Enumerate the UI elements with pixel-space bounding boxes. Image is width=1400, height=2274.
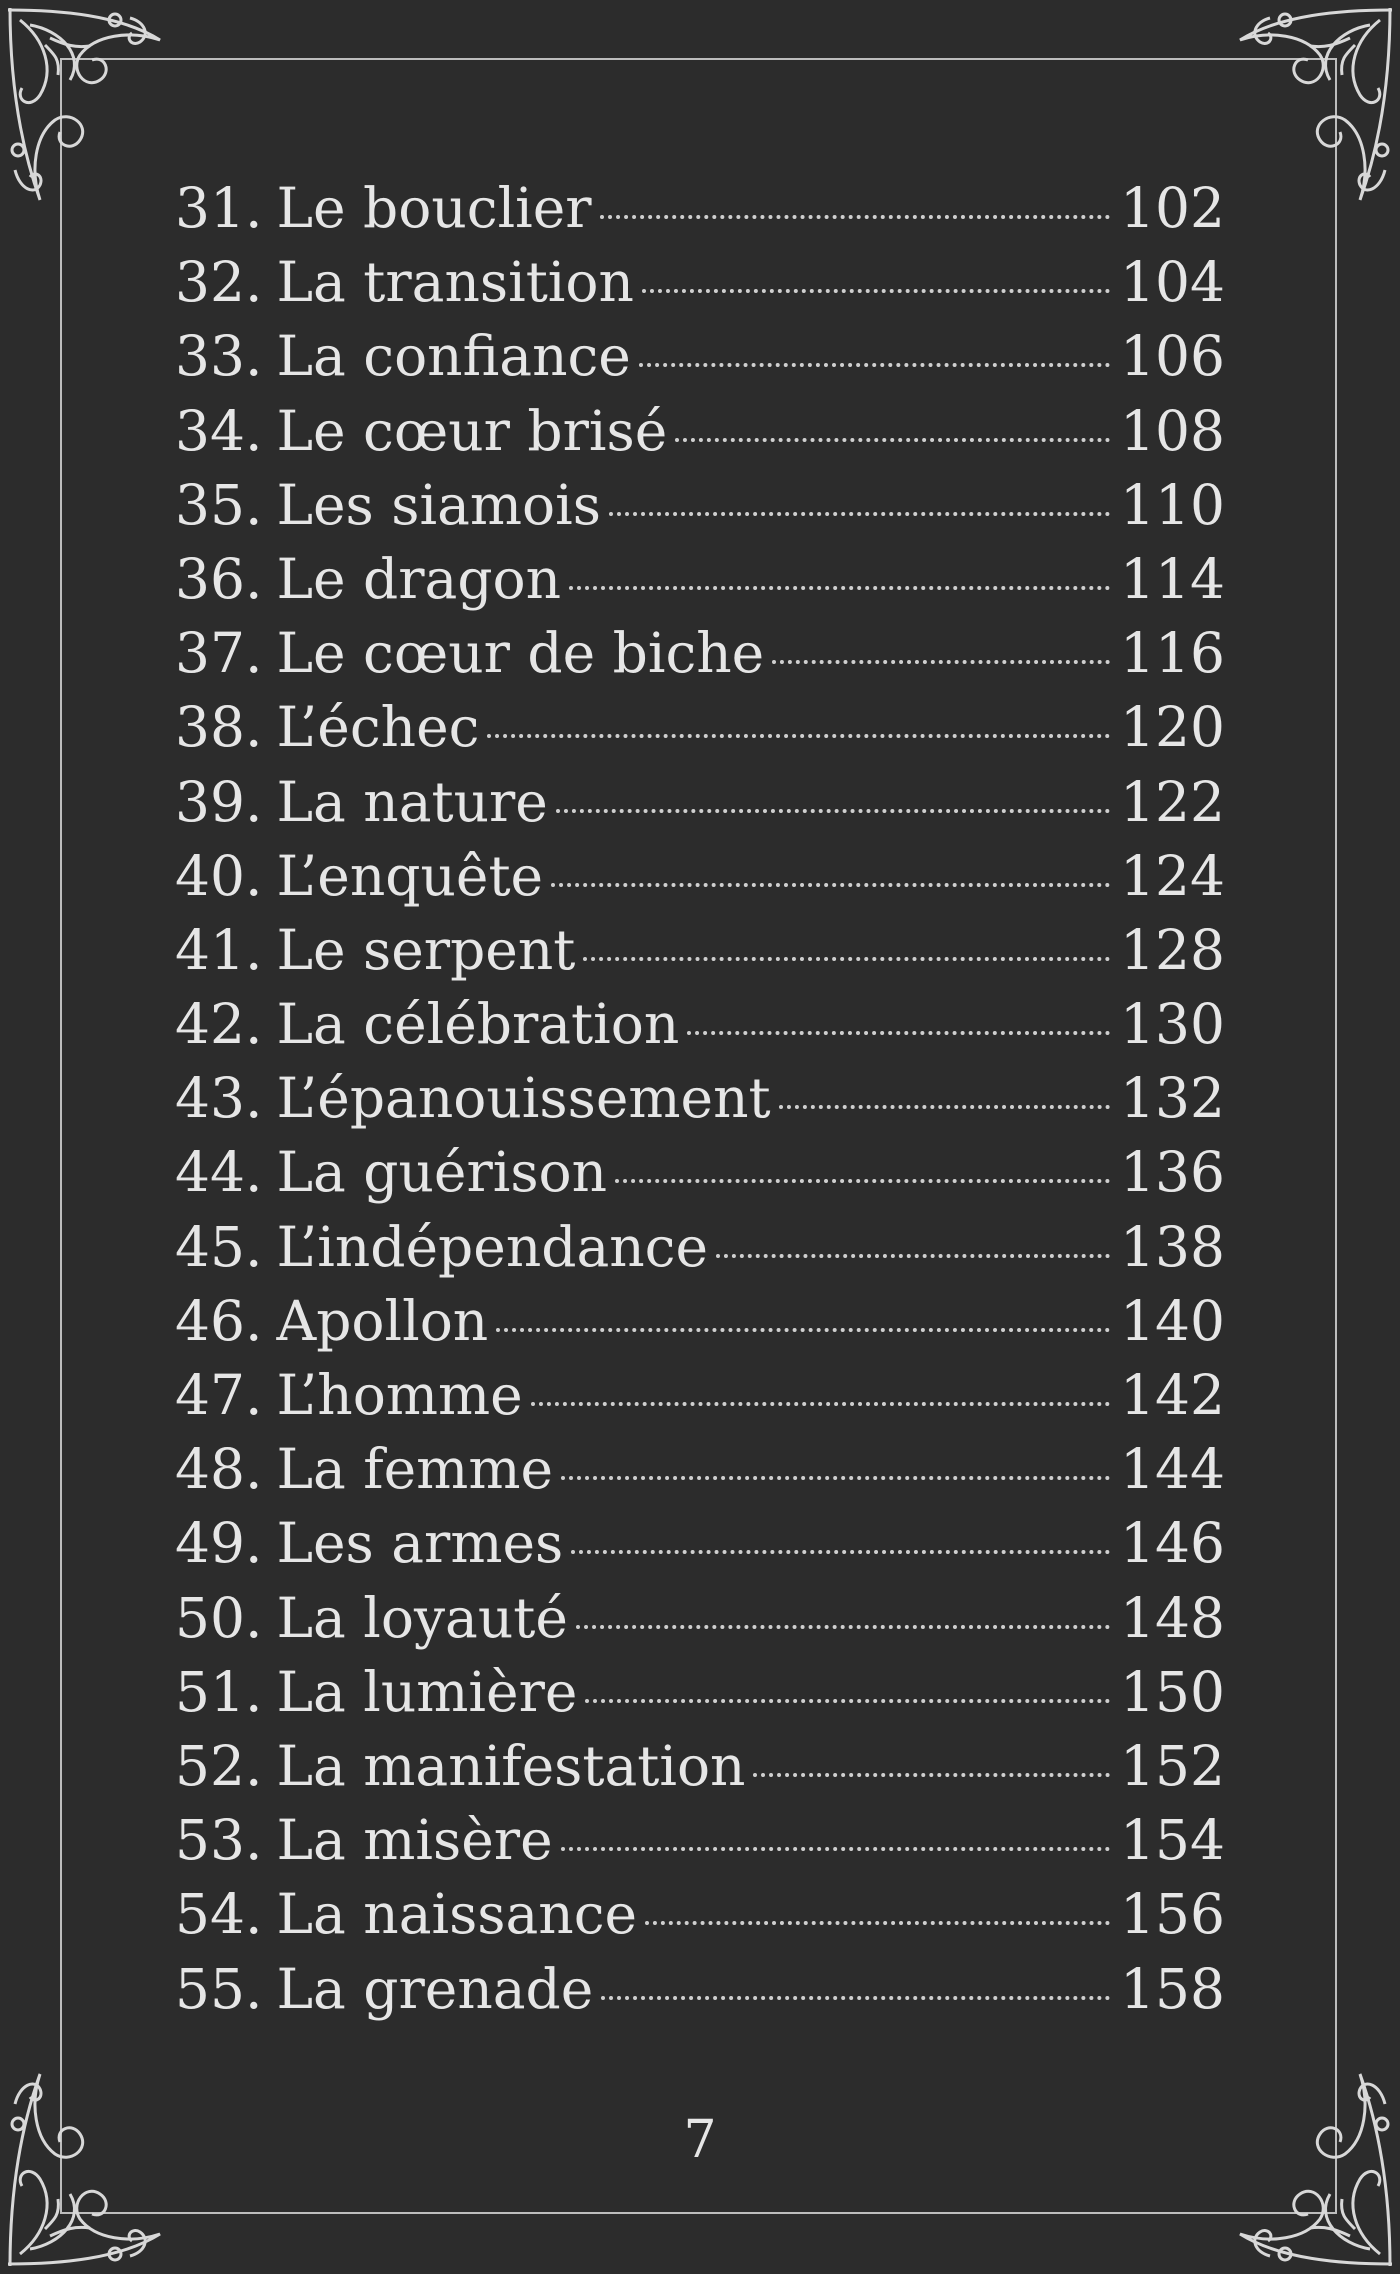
toc-entry-page: 114 [1120, 546, 1225, 611]
toc-entry [175, 1363, 1225, 1437]
toc-dot-leader [531, 1402, 1110, 1406]
page-number: 7 [683, 2110, 717, 2170]
toc-entry-page: 144 [1120, 1437, 1225, 1502]
toc-entry-page: 122 [1120, 769, 1225, 834]
toc-entry-title: Apollon [276, 1288, 489, 1353]
toc-dot-leader [675, 438, 1110, 442]
toc-dot-leader [585, 1699, 1110, 1703]
toc-entry-title: La loyauté [276, 1585, 568, 1650]
toc-entry-title: La confiance [276, 324, 631, 389]
toc-dot-leader [583, 957, 1110, 961]
toc-entry-page: 152 [1120, 1733, 1225, 1798]
toc-dot-leader [496, 1328, 1110, 1332]
toc-entry-page: 110 [1120, 472, 1225, 537]
toc-dot-leader [601, 1996, 1110, 2000]
toc-entry-title: L’enquête [276, 843, 544, 908]
toc-dot-leader [576, 1625, 1110, 1629]
toc-entry-number: 32. [175, 250, 263, 315]
toc-entry [175, 918, 1225, 992]
toc-entry-page: 158 [1120, 1956, 1225, 2021]
corner-ornament-icon [0, 0, 170, 240]
toc-dot-leader [569, 586, 1110, 590]
toc-entry-number: 36. [175, 546, 263, 611]
toc-entry-page: 146 [1120, 1511, 1225, 1576]
toc-dot-leader [561, 1847, 1110, 1851]
toc-entry [175, 1066, 1225, 1140]
toc-dot-leader [687, 1031, 1110, 1035]
toc-entry [175, 250, 1225, 324]
toc-entry-title: La naissance [276, 1882, 638, 1947]
toc-dot-leader [645, 1921, 1110, 1925]
toc-entry [175, 695, 1225, 769]
toc-entry-number: 38. [175, 695, 263, 760]
toc-entry-title: La célébration [276, 992, 680, 1057]
toc-dot-leader [571, 1550, 1110, 1554]
toc-entry-page: 150 [1120, 1659, 1225, 1724]
toc-entry-page: 108 [1120, 398, 1225, 463]
toc-entry-number: 41. [175, 917, 263, 982]
toc-entry-number: 55. [175, 1956, 263, 2021]
toc-entry [175, 1289, 1225, 1363]
toc-entry [175, 176, 1225, 250]
toc-entry-number: 45. [175, 1214, 263, 1279]
toc-entry-page: 132 [1120, 1066, 1225, 1131]
toc-entry [175, 1660, 1225, 1734]
toc-entry-title: Le bouclier [276, 176, 592, 240]
toc-entry-number: 53. [175, 1808, 263, 1873]
toc-entry-page: 104 [1120, 250, 1225, 315]
toc-dot-leader [615, 1179, 1110, 1183]
toc-entry [175, 992, 1225, 1066]
toc-entry-page: 102 [1120, 176, 1225, 240]
toc-entry-title: Les siamois [276, 472, 601, 537]
toc-dot-leader [556, 809, 1110, 813]
toc-entry-number: 50. [175, 1585, 263, 1650]
toc-entry-title: L’homme [276, 1363, 523, 1427]
toc-entry [175, 399, 1225, 473]
toc-entry-title: Le serpent [276, 917, 576, 982]
toc-entry-title: L’épanouissement [276, 1066, 771, 1131]
toc-entry [175, 844, 1225, 918]
toc-entry [175, 473, 1225, 547]
toc-entry [175, 1140, 1225, 1214]
toc-entry-number: 43. [175, 1066, 263, 1131]
toc-entry-number: 42. [175, 992, 263, 1057]
toc-dot-leader [772, 660, 1110, 664]
toc-dot-leader [487, 734, 1110, 738]
toc-entry-page: 156 [1120, 1882, 1225, 1947]
toc-dot-leader [753, 1773, 1110, 1777]
toc-entry [175, 1734, 1225, 1808]
toc-entry-number: 52. [175, 1733, 263, 1798]
toc-entry-page: 138 [1120, 1214, 1225, 1279]
toc-entry-page: 148 [1120, 1585, 1225, 1650]
toc-entry-number: 44. [175, 1140, 263, 1205]
toc-entry-number: 51. [175, 1659, 263, 1724]
toc-entry-page: 142 [1120, 1363, 1225, 1427]
toc-dot-leader [600, 215, 1110, 219]
toc-entry-title: La manifestation [276, 1733, 746, 1798]
toc-entry-number: 35. [175, 472, 263, 537]
toc-entry-title: La femme [276, 1437, 554, 1502]
toc-entry-page: 154 [1120, 1808, 1225, 1873]
toc-entry-page: 124 [1120, 843, 1225, 908]
toc-entry-title: Le dragon [276, 546, 562, 611]
toc-entry-number: 46. [175, 1288, 263, 1353]
toc-dot-leader [716, 1254, 1110, 1258]
toc-dot-leader [551, 883, 1110, 887]
toc-entry-number: 37. [175, 621, 263, 686]
toc-entry-title: Le cœur brisé [276, 398, 668, 463]
toc-entry [175, 1215, 1225, 1289]
toc-entry-title: La transition [276, 250, 634, 315]
toc-entry-title: La lumière [276, 1659, 578, 1724]
toc-entry-number: 48. [175, 1437, 263, 1502]
corner-ornament-icon [1230, 0, 1400, 240]
toc-entry [175, 1511, 1225, 1585]
toc-entry [175, 1957, 1225, 2031]
toc-dot-leader [642, 289, 1110, 293]
toc-entry-title: Le cœur de biche [276, 621, 765, 686]
toc-entry [175, 324, 1225, 398]
toc-dot-leader [609, 512, 1110, 516]
toc-entry-number: 47. [175, 1363, 263, 1427]
table-of-contents [175, 176, 1225, 2031]
toc-entry-title: La nature [276, 769, 548, 834]
toc-entry-title: Les armes [276, 1511, 564, 1576]
toc-entry-title: La grenade [276, 1956, 594, 2021]
toc-entry [175, 547, 1225, 621]
toc-entry-page: 120 [1120, 695, 1225, 760]
toc-entry [175, 621, 1225, 695]
toc-dot-leader [779, 1105, 1110, 1109]
toc-entry-title: L’indépendance [276, 1214, 709, 1279]
toc-entry [175, 1586, 1225, 1660]
toc-entry [175, 770, 1225, 844]
toc-entry-number: 31. [175, 176, 263, 240]
toc-entry-page: 106 [1120, 324, 1225, 389]
toc-entry-number: 33. [175, 324, 263, 389]
toc-entry-page: 128 [1120, 917, 1225, 982]
toc-entry-number: 39. [175, 769, 263, 834]
toc-dot-leader [639, 363, 1110, 367]
toc-entry-page: 130 [1120, 992, 1225, 1057]
toc-entry-number: 40. [175, 843, 263, 908]
toc-entry-title: L’échec [276, 695, 480, 760]
toc-entry [175, 1437, 1225, 1511]
toc-entry-page: 140 [1120, 1288, 1225, 1353]
toc-entry-page: 136 [1120, 1140, 1225, 1205]
toc-entry [175, 1882, 1225, 1956]
toc-entry-title: La misère [276, 1808, 553, 1873]
toc-dot-leader [561, 1476, 1110, 1480]
toc-entry-page: 116 [1120, 621, 1225, 686]
toc-entry-title: La guérison [276, 1140, 608, 1205]
toc-entry-number: 49. [175, 1511, 263, 1576]
toc-entry-number: 54. [175, 1882, 263, 1947]
toc-entry-number: 34. [175, 398, 263, 463]
toc-entry [175, 1808, 1225, 1882]
